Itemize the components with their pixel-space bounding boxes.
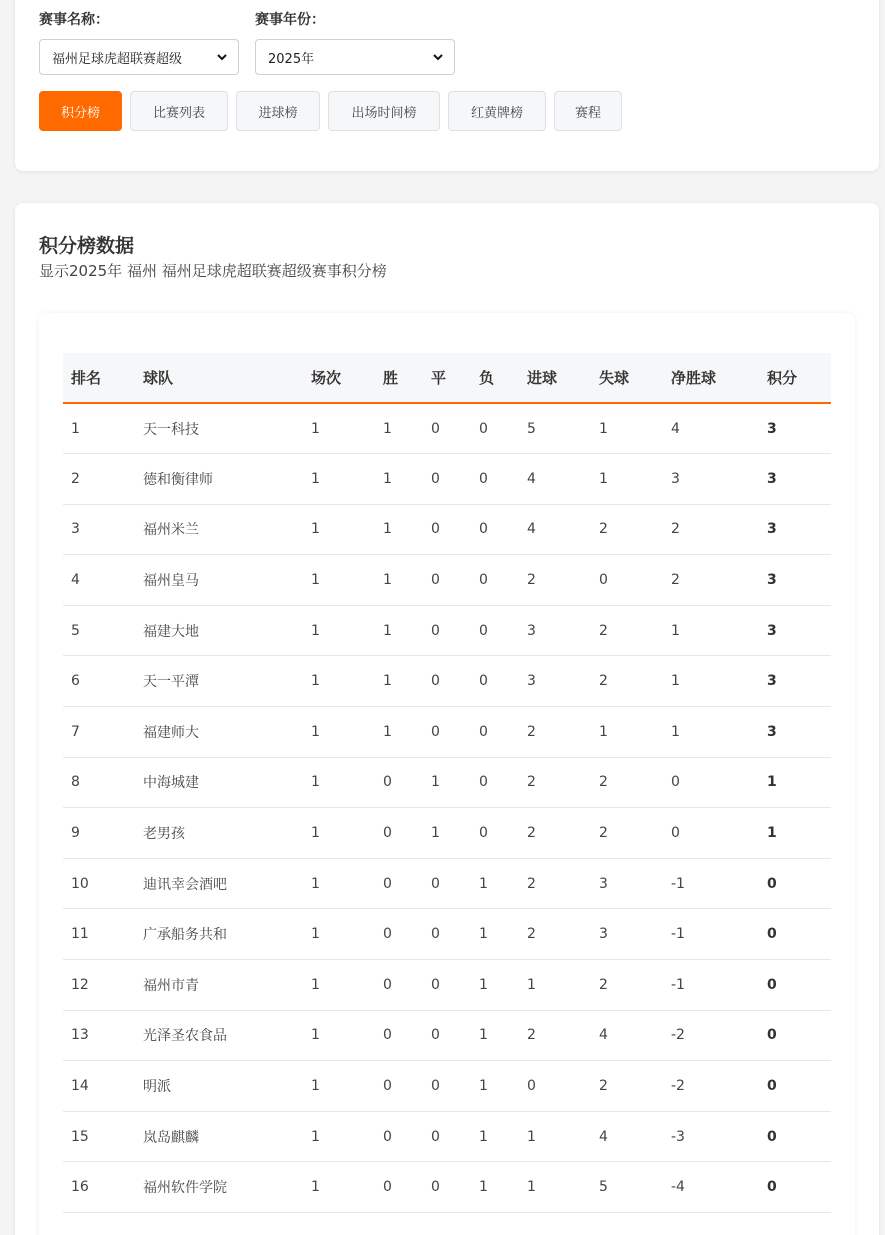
cell-played: 1 bbox=[303, 605, 375, 656]
cell-rank: 8 bbox=[63, 757, 135, 808]
cell-drawn: 1 bbox=[423, 808, 471, 859]
cell-rank: 3 bbox=[63, 504, 135, 555]
standings-table-container bbox=[39, 313, 855, 1235]
cell-points: 0 bbox=[759, 960, 831, 1011]
cell-goal-difference: 3 bbox=[663, 454, 759, 505]
cell-team: 德和衡律师 bbox=[135, 454, 303, 505]
cell-won: 0 bbox=[375, 960, 423, 1011]
cell-points: 3 bbox=[759, 504, 831, 555]
tab-playing-time[interactable]: 出场时间榜 bbox=[328, 91, 440, 131]
cell-drawn: 0 bbox=[423, 960, 471, 1011]
cell-goal-difference: -1 bbox=[663, 909, 759, 960]
cell-played: 1 bbox=[303, 656, 375, 707]
table-row bbox=[63, 960, 831, 1011]
cell-goal-difference: -2 bbox=[663, 1010, 759, 1061]
cell-points: 1 bbox=[759, 808, 831, 859]
cell-won: 0 bbox=[375, 1162, 423, 1213]
column-header-goals-for: 进球 bbox=[519, 353, 591, 403]
cell-lost: 0 bbox=[471, 555, 519, 606]
cell-drawn: 0 bbox=[423, 1061, 471, 1112]
column-header-team: 球队 bbox=[135, 353, 303, 403]
cell-drawn: 1 bbox=[423, 757, 471, 808]
cell-goals-against: 3 bbox=[591, 858, 663, 909]
cell-rank: 6 bbox=[63, 656, 135, 707]
cell-won: 0 bbox=[375, 909, 423, 960]
cell-goal-difference: 4 bbox=[663, 403, 759, 454]
cell-team: 中海城建 bbox=[135, 757, 303, 808]
cell-lost: 1 bbox=[471, 909, 519, 960]
table-row bbox=[63, 504, 831, 555]
standings-card bbox=[15, 203, 879, 1235]
cell-played: 1 bbox=[303, 1111, 375, 1162]
table-row bbox=[63, 656, 831, 707]
chevron-down-icon bbox=[432, 51, 444, 63]
cell-goal-difference: -4 bbox=[663, 1162, 759, 1213]
cell-drawn: 0 bbox=[423, 1010, 471, 1061]
cell-goals-for: 2 bbox=[519, 707, 591, 758]
cell-goal-difference: 1 bbox=[663, 656, 759, 707]
cell-lost: 1 bbox=[471, 1061, 519, 1112]
cell-team: 天一科技 bbox=[135, 403, 303, 454]
cell-points: 0 bbox=[759, 1111, 831, 1162]
cell-goal-difference: -1 bbox=[663, 960, 759, 1011]
cell-lost: 0 bbox=[471, 454, 519, 505]
cell-drawn: 0 bbox=[423, 504, 471, 555]
cell-played: 1 bbox=[303, 1162, 375, 1213]
event-name-select[interactable] bbox=[39, 39, 239, 75]
event-year-select-value: 2025年 bbox=[268, 51, 315, 67]
table-row bbox=[63, 605, 831, 656]
column-header-lost: 负 bbox=[471, 353, 519, 403]
cell-lost: 1 bbox=[471, 1010, 519, 1061]
cell-won: 0 bbox=[375, 1111, 423, 1162]
cell-goals-for: 2 bbox=[519, 555, 591, 606]
table-row bbox=[63, 1162, 831, 1213]
cell-lost: 0 bbox=[471, 605, 519, 656]
event-name-label: 赛事名称： bbox=[39, 12, 109, 28]
cell-goals-for: 4 bbox=[519, 504, 591, 555]
chevron-down-icon bbox=[216, 51, 228, 63]
column-header-points: 积分 bbox=[759, 353, 831, 403]
cell-team: 光泽圣农食品 bbox=[135, 1010, 303, 1061]
cell-rank: 10 bbox=[63, 858, 135, 909]
table-row bbox=[63, 403, 831, 454]
cell-points: 0 bbox=[759, 858, 831, 909]
cell-drawn: 0 bbox=[423, 555, 471, 606]
event-name-select-value: 福州足球虎超联赛超级 bbox=[52, 51, 183, 67]
cell-won: 1 bbox=[375, 605, 423, 656]
table-body bbox=[63, 403, 831, 1213]
cell-lost: 1 bbox=[471, 960, 519, 1011]
cell-drawn: 0 bbox=[423, 403, 471, 454]
cell-goals-for: 5 bbox=[519, 403, 591, 454]
cell-points: 0 bbox=[759, 1061, 831, 1112]
cell-team: 福州皇马 bbox=[135, 555, 303, 606]
tab-match-list[interactable]: 比赛列表 bbox=[130, 91, 228, 131]
cell-points: 3 bbox=[759, 707, 831, 758]
cell-drawn: 0 bbox=[423, 707, 471, 758]
cell-played: 1 bbox=[303, 707, 375, 758]
cell-team: 岚岛麒麟 bbox=[135, 1111, 303, 1162]
cell-drawn: 0 bbox=[423, 909, 471, 960]
section-title: 积分榜数据 bbox=[39, 235, 135, 257]
column-header-won: 胜 bbox=[375, 353, 423, 403]
cell-team: 天一平潭 bbox=[135, 656, 303, 707]
cell-goal-difference: 0 bbox=[663, 808, 759, 859]
cell-goals-for: 2 bbox=[519, 808, 591, 859]
tab-schedule[interactable]: 赛程 bbox=[554, 91, 622, 131]
cell-team: 广承船务共和 bbox=[135, 909, 303, 960]
cell-played: 1 bbox=[303, 808, 375, 859]
cell-points: 1 bbox=[759, 757, 831, 808]
column-header-rank: 排名 bbox=[63, 353, 135, 403]
cell-lost: 0 bbox=[471, 656, 519, 707]
cell-played: 1 bbox=[303, 454, 375, 505]
cell-goal-difference: 2 bbox=[663, 555, 759, 606]
cell-points: 3 bbox=[759, 555, 831, 606]
column-header-played: 场次 bbox=[303, 353, 375, 403]
cell-points: 3 bbox=[759, 403, 831, 454]
cell-won: 1 bbox=[375, 403, 423, 454]
cell-played: 1 bbox=[303, 504, 375, 555]
cell-points: 3 bbox=[759, 454, 831, 505]
cell-rank: 12 bbox=[63, 960, 135, 1011]
cell-team: 迪讯幸会酒吧 bbox=[135, 858, 303, 909]
cell-played: 1 bbox=[303, 960, 375, 1011]
cell-won: 0 bbox=[375, 1010, 423, 1061]
cell-lost: 1 bbox=[471, 858, 519, 909]
filter-card bbox=[15, 0, 879, 171]
cell-won: 1 bbox=[375, 656, 423, 707]
tab-standings[interactable]: 积分榜 bbox=[39, 91, 122, 131]
cell-won: 1 bbox=[375, 555, 423, 606]
cell-goals-for: 1 bbox=[519, 960, 591, 1011]
cell-goal-difference: -1 bbox=[663, 858, 759, 909]
cell-rank: 5 bbox=[63, 605, 135, 656]
event-year-label: 赛事年份： bbox=[255, 12, 325, 28]
cell-points: 0 bbox=[759, 909, 831, 960]
cell-points: 0 bbox=[759, 1010, 831, 1061]
cell-goals-against: 4 bbox=[591, 1111, 663, 1162]
cell-goals-for: 2 bbox=[519, 757, 591, 808]
cell-rank: 7 bbox=[63, 707, 135, 758]
cell-played: 1 bbox=[303, 1010, 375, 1061]
cell-rank: 14 bbox=[63, 1061, 135, 1112]
cell-goals-for: 3 bbox=[519, 605, 591, 656]
cell-lost: 0 bbox=[471, 808, 519, 859]
cell-rank: 16 bbox=[63, 1162, 135, 1213]
table-row bbox=[63, 909, 831, 960]
cell-goals-against: 4 bbox=[591, 1010, 663, 1061]
cell-team: 福建师大 bbox=[135, 707, 303, 758]
cell-goals-against: 1 bbox=[591, 454, 663, 505]
cell-drawn: 0 bbox=[423, 1111, 471, 1162]
cell-goals-against: 2 bbox=[591, 605, 663, 656]
table-row bbox=[63, 1111, 831, 1162]
cell-goals-for: 0 bbox=[519, 1061, 591, 1112]
table-row bbox=[63, 808, 831, 859]
cell-lost: 0 bbox=[471, 403, 519, 454]
cell-team: 福建大地 bbox=[135, 605, 303, 656]
section-subtitle: 显示2025年 福州 福州足球虎超联赛超级赛事积分榜 bbox=[39, 262, 387, 280]
cell-goal-difference: 1 bbox=[663, 707, 759, 758]
cell-drawn: 0 bbox=[423, 858, 471, 909]
cell-lost: 0 bbox=[471, 757, 519, 808]
cell-lost: 1 bbox=[471, 1111, 519, 1162]
cell-won: 1 bbox=[375, 504, 423, 555]
cell-played: 1 bbox=[303, 858, 375, 909]
cell-team: 福州软件学院 bbox=[135, 1162, 303, 1213]
cell-goals-for: 2 bbox=[519, 858, 591, 909]
cell-won: 0 bbox=[375, 858, 423, 909]
cell-goal-difference: 1 bbox=[663, 605, 759, 656]
cell-goals-for: 1 bbox=[519, 1111, 591, 1162]
cell-won: 1 bbox=[375, 454, 423, 505]
cell-goals-against: 2 bbox=[591, 808, 663, 859]
column-header-drawn: 平 bbox=[423, 353, 471, 403]
table-row bbox=[63, 707, 831, 758]
cell-goals-for: 3 bbox=[519, 656, 591, 707]
cell-points: 0 bbox=[759, 1162, 831, 1213]
cell-goals-against: 2 bbox=[591, 1061, 663, 1112]
cell-won: 1 bbox=[375, 707, 423, 758]
cell-goals-against: 2 bbox=[591, 757, 663, 808]
table-row bbox=[63, 757, 831, 808]
table-row bbox=[63, 1061, 831, 1112]
tab-goals[interactable]: 进球榜 bbox=[236, 91, 320, 131]
cell-goals-against: 5 bbox=[591, 1162, 663, 1213]
cell-played: 1 bbox=[303, 757, 375, 808]
cell-played: 1 bbox=[303, 555, 375, 606]
cell-rank: 2 bbox=[63, 454, 135, 505]
cell-won: 0 bbox=[375, 757, 423, 808]
cell-points: 3 bbox=[759, 605, 831, 656]
cell-rank: 1 bbox=[63, 403, 135, 454]
cell-goal-difference: 0 bbox=[663, 757, 759, 808]
cell-points: 3 bbox=[759, 656, 831, 707]
cell-drawn: 0 bbox=[423, 605, 471, 656]
cell-goal-difference: 2 bbox=[663, 504, 759, 555]
cell-goals-for: 4 bbox=[519, 454, 591, 505]
cell-won: 0 bbox=[375, 808, 423, 859]
cell-goals-for: 2 bbox=[519, 909, 591, 960]
cell-drawn: 0 bbox=[423, 656, 471, 707]
cell-goals-for: 2 bbox=[519, 1010, 591, 1061]
cell-played: 1 bbox=[303, 1061, 375, 1112]
cell-goals-for: 1 bbox=[519, 1162, 591, 1213]
cell-rank: 11 bbox=[63, 909, 135, 960]
cell-team: 明派 bbox=[135, 1061, 303, 1112]
cell-won: 0 bbox=[375, 1061, 423, 1112]
view-tabs bbox=[39, 91, 622, 131]
cell-team: 福州米兰 bbox=[135, 504, 303, 555]
table-row bbox=[63, 555, 831, 606]
cell-goals-against: 3 bbox=[591, 909, 663, 960]
table-header-row bbox=[63, 353, 831, 403]
cell-goal-difference: -3 bbox=[663, 1111, 759, 1162]
cell-rank: 9 bbox=[63, 808, 135, 859]
cell-team: 老男孩 bbox=[135, 808, 303, 859]
cell-rank: 13 bbox=[63, 1010, 135, 1061]
cell-played: 1 bbox=[303, 909, 375, 960]
cell-drawn: 0 bbox=[423, 1162, 471, 1213]
tab-cards[interactable]: 红黄牌榜 bbox=[448, 91, 546, 131]
cell-goals-against: 2 bbox=[591, 504, 663, 555]
cell-goal-difference: -2 bbox=[663, 1061, 759, 1112]
table-row bbox=[63, 454, 831, 505]
cell-lost: 1 bbox=[471, 1162, 519, 1213]
column-header-goals-against: 失球 bbox=[591, 353, 663, 403]
cell-drawn: 0 bbox=[423, 454, 471, 505]
cell-rank: 4 bbox=[63, 555, 135, 606]
cell-goals-against: 1 bbox=[591, 707, 663, 758]
cell-rank: 15 bbox=[63, 1111, 135, 1162]
cell-team: 福州市青 bbox=[135, 960, 303, 1011]
standings-table bbox=[63, 353, 831, 1213]
column-header-goal-difference: 净胜球 bbox=[663, 353, 759, 403]
cell-goals-against: 2 bbox=[591, 960, 663, 1011]
table-row bbox=[63, 858, 831, 909]
cell-played: 1 bbox=[303, 403, 375, 454]
table-row bbox=[63, 1010, 831, 1061]
cell-lost: 0 bbox=[471, 504, 519, 555]
cell-lost: 0 bbox=[471, 707, 519, 758]
cell-goals-against: 0 bbox=[591, 555, 663, 606]
cell-goals-against: 1 bbox=[591, 403, 663, 454]
cell-goals-against: 2 bbox=[591, 656, 663, 707]
event-year-select[interactable] bbox=[255, 39, 455, 75]
